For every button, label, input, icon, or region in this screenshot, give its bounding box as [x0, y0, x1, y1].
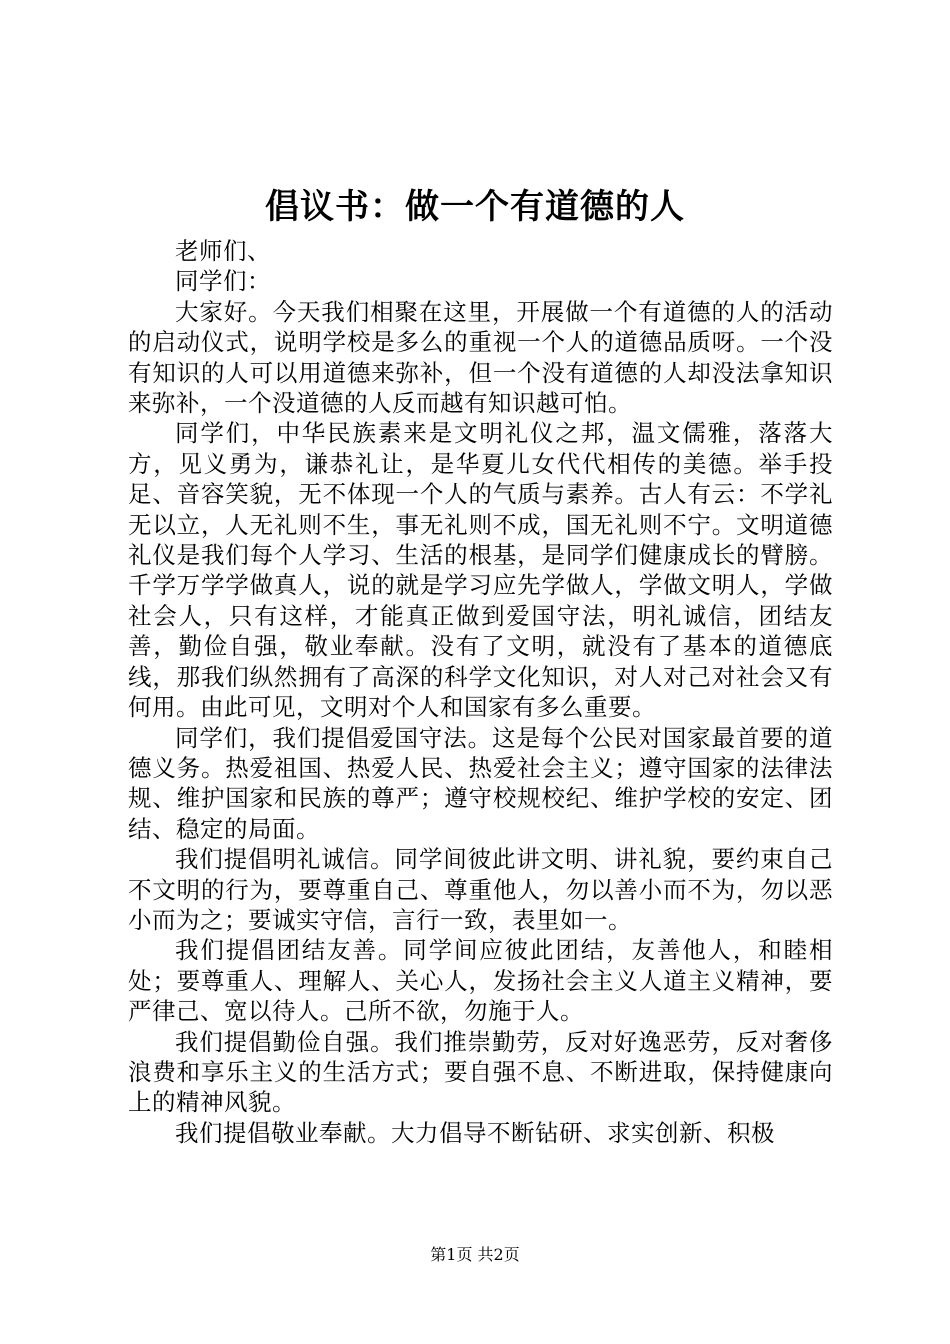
- body-paragraph: 我们提倡团结友善。同学间应彼此团结，友善他人，和睦相处；要尊重人、理解人、关心人，发扬社会主义人道主义精神，要严律己、宽以待人。己所不欲，勿施于人。: [128, 936, 833, 1026]
- body-paragraph: 大家好。今天我们相聚在这里，开展做一个有道德的人的活动的启动仪式，说明学校是多么的重视一个人的道德品质呀。一个没有知识的人可以用道德来弥补，但一个没有道德的人却没法拿知识来弥补，一个没道德的人反而越有知识越可怕。: [128, 297, 833, 418]
- greeting-line: 同学们：: [175, 267, 271, 296]
- body-paragraph: 同学们，中华民族素来是文明礼仪之邦，温文儒雅，落落大方，见义勇为，谦恭礼让，是华夏儿女代代相传的美德。举手投足、音容笑貌，无不体现一个人的气质与素养。古人有云：不学礼无以立，人无礼则不生，事无礼则不成，国无礼则不宁。文明道德礼仪是我们每个人学习、生活的根基，是同学们健康成长的臂膀。千学万学学做真人，说的就是学习应先学做人，学做文明人，学做社会人，只有这样，才能真正做到爱国守法，明礼诚信，团结友善，勤俭自强，敬业奉献。没有了文明，就没有了基本的道德底线，那我们纵然拥有了高深的科学文化知识，对人对己对社会又有何用。由此可见，文明对个人和国家有多么重要。: [128, 419, 833, 722]
- body-paragraph: 我们提倡明礼诚信。同学间彼此讲文明、讲礼貌，要约束自己不文明的行为，要尊重自己、尊重他人，勿以善小而不为，勿以恶小而为之；要诚实守信，言行一致，表里如一。: [128, 845, 833, 934]
- body-paragraph: 同学们，我们提倡爱国守法。这是每个公民对国家最首要的道德义务。热爱祖国、热爱人民、热爱社会主义；遵守国家的法律法规、维护国家和民族的尊严；遵守校规校纪、维护学校的安定、团结、稳定的局面。: [128, 723, 833, 843]
- greeting-line: 老师们、: [175, 237, 271, 265]
- page-footer: 第1页 共2页: [430, 1245, 520, 1264]
- document-title: 倡议书：做一个有道德的人: [265, 187, 685, 227]
- body-paragraph: 我们提倡勤俭自强。我们推崇勤劳，反对好逸恶劳，反对奢侈浪费和享乐主义的生活方式；要自强不息、不断进取，保持健康向上的精神风貌。: [128, 1027, 833, 1117]
- document-body: [128, 236, 833, 1148]
- body-paragraph: 我们提倡敬业奉献。大力倡导不断钻研、求实创新、积极: [175, 1118, 775, 1147]
